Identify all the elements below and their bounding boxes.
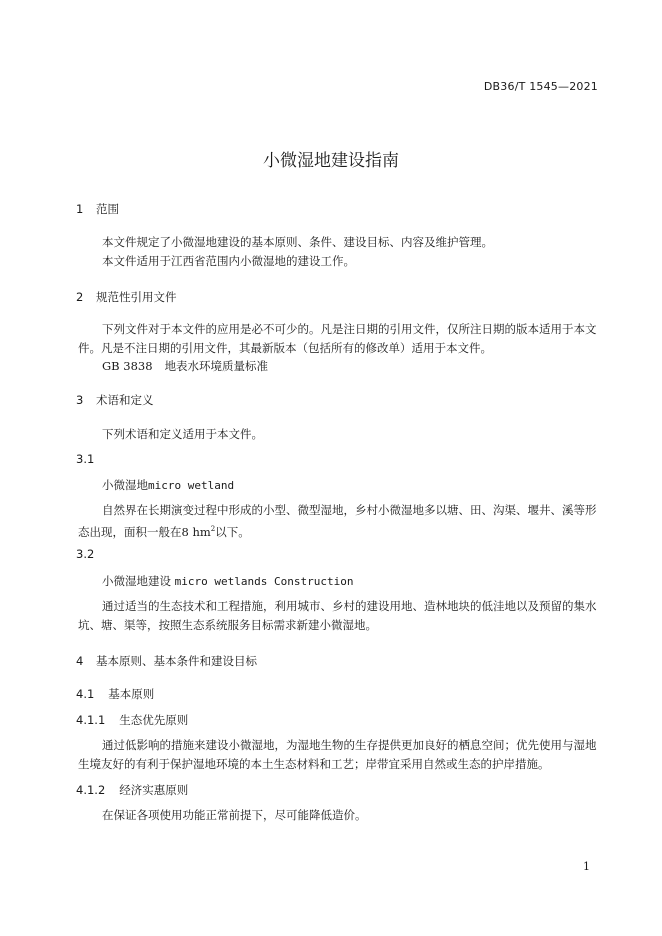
section-title: 基本原则、基本条件和建设目标 bbox=[96, 654, 257, 668]
subsection-4-1-1-heading bbox=[76, 712, 188, 728]
reference-title: 地表水环境质量标准 bbox=[164, 359, 269, 373]
subsection-title: 经济实惠原则 bbox=[119, 783, 189, 797]
term-3-2 bbox=[102, 573, 353, 589]
term-chinese: 小微湿地建设 bbox=[102, 574, 171, 588]
term-3-1-definition bbox=[78, 501, 598, 542]
term-3-2-number: 3.2 bbox=[76, 547, 95, 561]
section-number: 4 bbox=[76, 654, 84, 668]
section-number: 1 bbox=[76, 202, 84, 216]
section-title: 规范性引用文件 bbox=[96, 290, 177, 304]
subsection-4-1-1-paragraph: 通过低影响的措施来建设小微湿地，为湿地生物的生存提供更加良好的栖息空间；优先使用与湿地生境友好的有利于保护湿地环境的本土生态材料和工艺；岸带宜采用自然或生态的护岸措施。 bbox=[78, 738, 597, 771]
section-2-heading bbox=[76, 289, 177, 305]
section-4-heading bbox=[76, 653, 257, 669]
section-3-heading bbox=[76, 392, 154, 408]
section-title: 范围 bbox=[96, 202, 119, 216]
term-3-1 bbox=[102, 477, 234, 493]
section-1-heading bbox=[76, 201, 119, 217]
term-english: micro wetlands Construction bbox=[174, 575, 354, 588]
normative-reference bbox=[102, 358, 268, 374]
document-number: DB36/T 1545—2021 bbox=[483, 80, 598, 93]
definition-text-end: 以下。 bbox=[215, 524, 250, 539]
section-title: 术语和定义 bbox=[96, 393, 154, 407]
section-2-paragraph: 下列文件对于本文件的应用是必不可少的。凡是注日期的引用文件，仅所注日期的版本适用于本文件。凡是不注日期的引用文件，其最新版本（包括所有的修改单）适用于本文件。 bbox=[78, 322, 597, 355]
document-title: 小微湿地建设指南 bbox=[263, 151, 399, 171]
section-3-paragraph: 下列术语和定义适用于本文件。 bbox=[102, 427, 263, 441]
term-3-2-definition: 通过适当的生态技术和工程措施，利用城市、乡村的建设用地、造林地块的低洼地以及预留的集水坑、塘、渠等，按照生态系统服务目标需求新建小微湿地。 bbox=[78, 599, 597, 632]
subsection-4-1-2-heading bbox=[76, 782, 188, 798]
subsection-title: 基本原则 bbox=[108, 687, 155, 701]
subsection-4-1-2-paragraph: 在保证各项使用功能正常前提下，尽可能降低造价。 bbox=[102, 808, 367, 822]
subsection-title: 生态优先原则 bbox=[119, 713, 189, 727]
subsection-number: 4.1 bbox=[76, 687, 95, 701]
subsection-4-1-heading bbox=[76, 686, 154, 702]
definition-text: 自然界在长期演变过程中形成的小型、微型湿地，乡村小微湿地多以塘、田、沟渠、堰井、溪等形态出现，面积一般在8 hm bbox=[78, 503, 597, 539]
term-english: micro wetland bbox=[148, 479, 235, 492]
section-number: 3 bbox=[76, 393, 84, 407]
superscript: 2 bbox=[210, 525, 216, 533]
section-1-paragraph-2: 本文件适用于江西省范围内小微湿地的建设工作。 bbox=[102, 254, 355, 268]
term-chinese: 小微湿地 bbox=[102, 478, 148, 492]
page-number: 1 bbox=[583, 860, 590, 873]
section-1-paragraph-1: 本文件规定了小微湿地建设的基本原则、条件、建设目标、内容及维护管理。 bbox=[102, 235, 493, 249]
section-number: 2 bbox=[76, 290, 84, 304]
term-3-1-number: 3.1 bbox=[76, 452, 95, 466]
reference-code: GB 3838 bbox=[102, 359, 153, 373]
subsection-number: 4.1.1 bbox=[76, 713, 106, 727]
subsection-number: 4.1.2 bbox=[76, 783, 106, 797]
